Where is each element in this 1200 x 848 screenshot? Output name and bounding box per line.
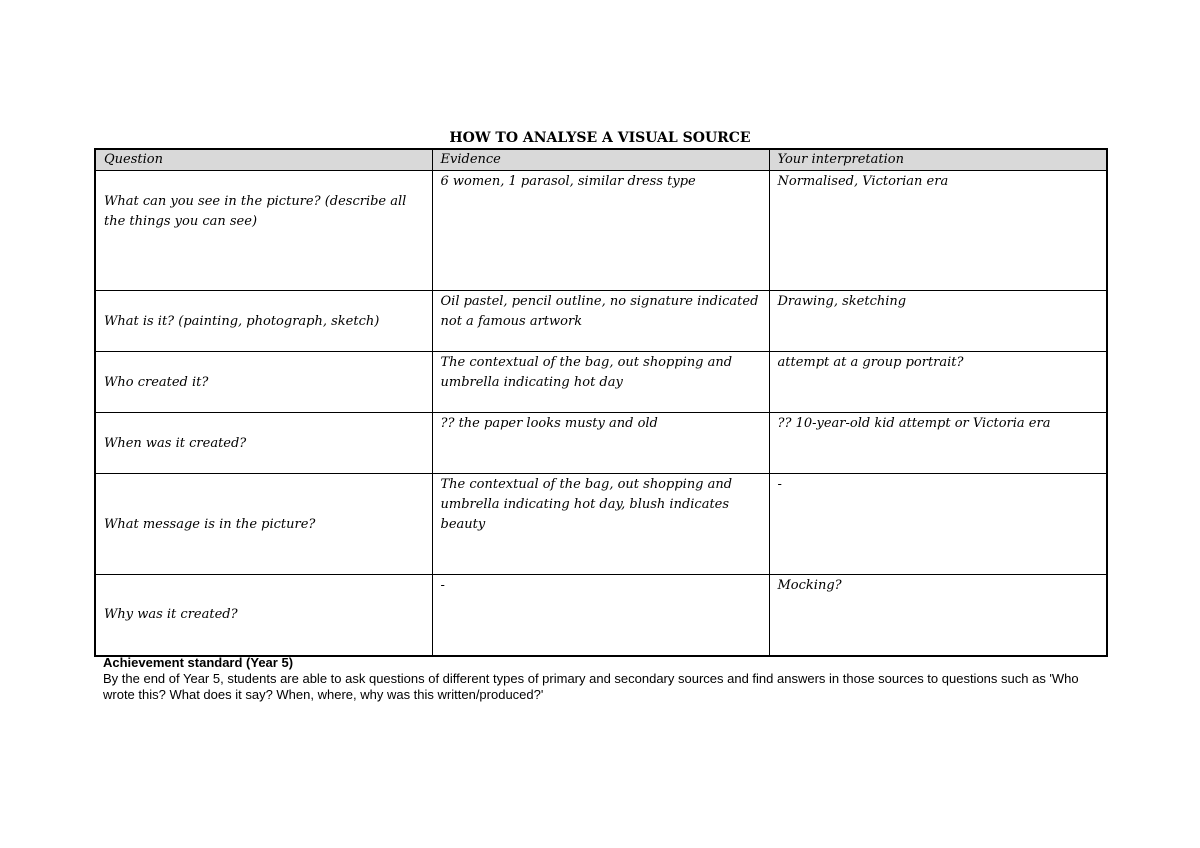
analysis-table	[94, 148, 1108, 657]
interpretation-cell: Normalised, Victorian era	[769, 171, 1107, 291]
interpretation-cell: attempt at a group portrait?	[769, 352, 1107, 413]
evidence-cell: The contextual of the bag, out shopping and umbrella indicating hot day	[432, 352, 769, 413]
question-cell	[95, 352, 432, 413]
header-question: Question	[95, 149, 432, 171]
question-text: What message is in the picture?	[104, 516, 316, 532]
table-row	[95, 171, 1107, 291]
achievement-body: By the end of Year 5, students are able to ask questions of different types of primary and secondary sources and find answers in those sources to questions such as 'Who wrote this? What does it say? When, where, why was this written/produced?'	[103, 671, 1079, 702]
interpretation-cell: -	[769, 474, 1107, 575]
header-evidence: Evidence	[432, 149, 769, 171]
evidence-cell: -	[432, 575, 769, 656]
interpretation-cell: ?? 10-year-old kid attempt or Victoria era	[769, 413, 1107, 474]
question-cell	[95, 474, 432, 575]
evidence-cell: ?? the paper looks musty and old	[432, 413, 769, 474]
question-text: Who created it?	[104, 374, 209, 390]
achievement-heading: Achievement standard (Year 5)	[103, 655, 294, 670]
question-text: Why was it created?	[104, 607, 238, 623]
table-row	[95, 352, 1107, 413]
question-text: When was it created?	[104, 435, 247, 451]
table-row	[95, 291, 1107, 352]
achievement-standard	[103, 655, 1103, 703]
evidence-cell: 6 women, 1 parasol, similar dress type	[432, 171, 769, 291]
question-cell	[95, 413, 432, 474]
evidence-cell: Oil pastel, pencil outline, no signature indicated not a famous artwork	[432, 291, 769, 352]
question-cell	[95, 171, 432, 291]
question-text: What is it? (painting, photograph, sketch)	[104, 313, 380, 329]
question-cell	[95, 575, 432, 656]
table-row	[95, 413, 1107, 474]
interpretation-cell: Drawing, sketching	[769, 291, 1107, 352]
document-title: HOW TO ANALYSE A VISUAL SOURCE	[449, 130, 751, 146]
table-row	[95, 575, 1107, 656]
evidence-cell: The contextual of the bag, out shopping and umbrella indicating hot day, blush indicates beauty	[432, 474, 769, 575]
header-interpretation: Your interpretation	[769, 149, 1107, 171]
table-header-row	[95, 149, 1107, 171]
question-cell	[95, 291, 432, 352]
question-text: What can you see in the picture? (describe all the things you can see)	[104, 194, 407, 229]
table-row	[95, 474, 1107, 575]
interpretation-cell: Mocking?	[769, 575, 1107, 656]
